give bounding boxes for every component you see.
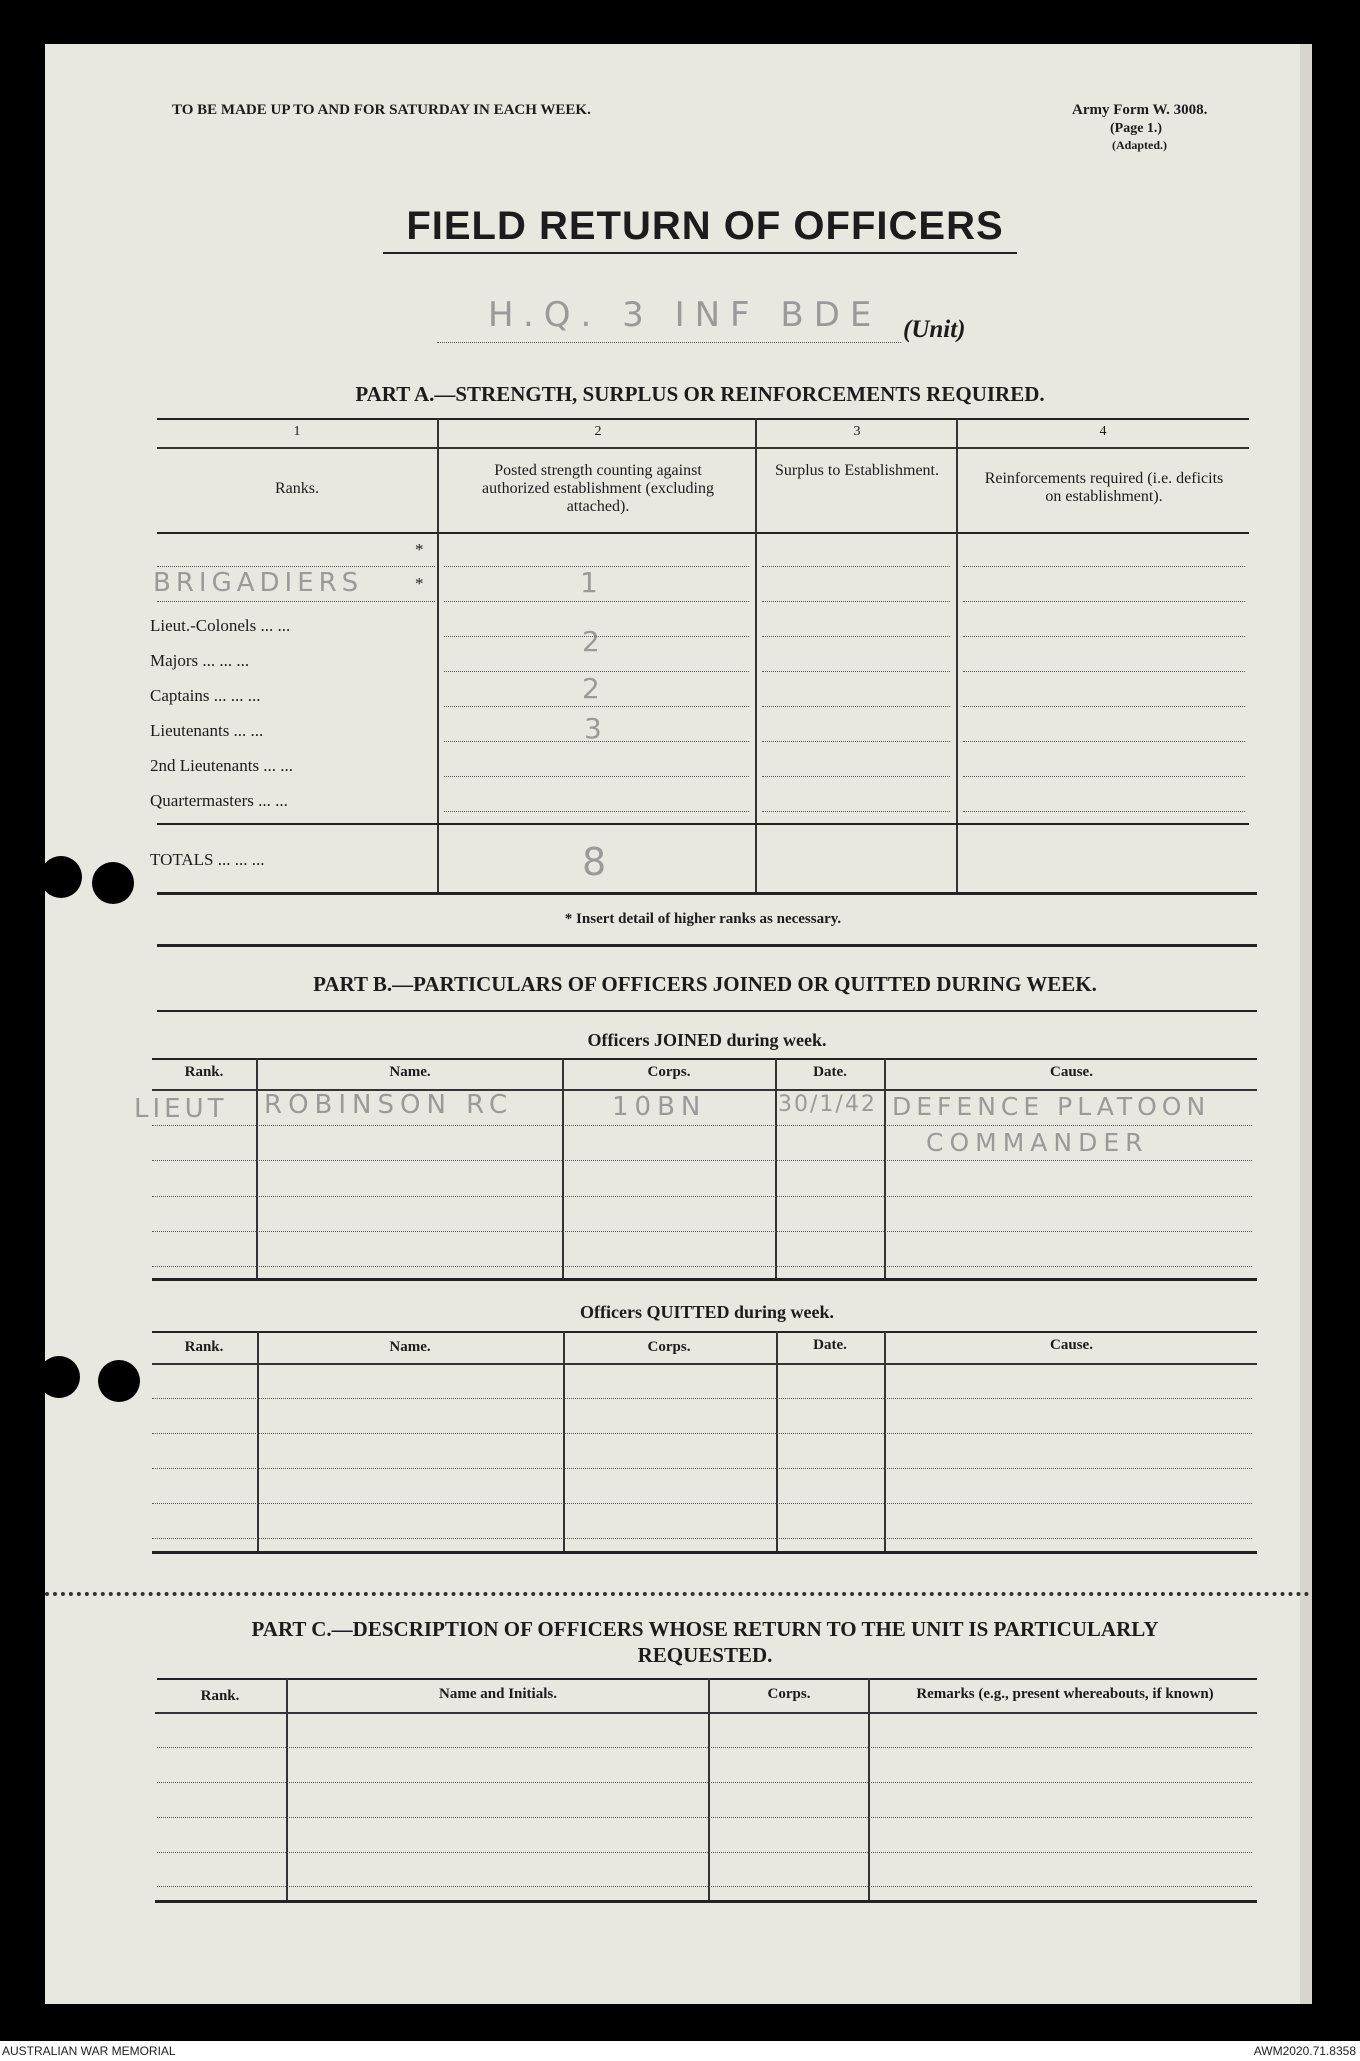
punch-hole bbox=[40, 856, 82, 898]
punch-hole bbox=[38, 1356, 80, 1398]
row-line bbox=[157, 1852, 1252, 1853]
joined-cause-line1: DEFENCE PLATOON bbox=[892, 1092, 1211, 1121]
row-line bbox=[444, 671, 749, 672]
row-line bbox=[152, 1160, 1252, 1161]
paper-edge bbox=[1300, 44, 1312, 2004]
joined-col-cause: Cause. bbox=[1050, 1064, 1093, 1080]
row-line bbox=[762, 566, 950, 567]
row-line bbox=[152, 1433, 1252, 1434]
col-number-3: 3 bbox=[853, 424, 861, 439]
row-majors-posted: 2 bbox=[582, 625, 606, 658]
row-line bbox=[152, 1468, 1252, 1469]
row-majors: Majors ... ... ... bbox=[150, 651, 250, 670]
joined-col-date: Date. bbox=[813, 1064, 847, 1080]
row-line bbox=[157, 566, 435, 567]
totals-label: TOTALS ... ... ... bbox=[150, 850, 265, 869]
row-line bbox=[157, 1886, 1252, 1887]
quitted-col-rank: Rank. bbox=[184, 1339, 224, 1355]
page-title: FIELD RETURN OF OFFICERS bbox=[406, 204, 1004, 248]
joined-rank: LIEUT bbox=[134, 1094, 228, 1124]
row-line bbox=[152, 1231, 1252, 1232]
row-line bbox=[444, 601, 749, 602]
joined-corps: 10BN bbox=[612, 1092, 707, 1122]
part-c-header-rule bbox=[155, 1712, 1257, 1714]
row-line bbox=[152, 1196, 1252, 1197]
joined-date: 30/1/42 bbox=[778, 1092, 877, 1117]
footer-left: AUSTRALIAN WAR MEMORIAL bbox=[2, 2044, 176, 2058]
col-divider bbox=[563, 1331, 565, 1552]
col-divider bbox=[776, 1331, 778, 1552]
joined-name: ROBINSON RC bbox=[264, 1090, 514, 1120]
col-divider bbox=[884, 1331, 886, 1552]
title-underline bbox=[383, 252, 1017, 254]
header-rule bbox=[157, 532, 1249, 534]
quitted-col-corps: Corps. bbox=[647, 1339, 691, 1355]
part-a-footnote: * Insert detail of higher ranks as necessary. bbox=[564, 911, 842, 927]
col-header-reinforcements: Reinforcements required (i.e. deficits on establishment). bbox=[984, 470, 1224, 505]
adapted-label: (Adapted.) bbox=[1112, 138, 1168, 152]
part-c-col-corps: Corps. bbox=[767, 1686, 811, 1702]
part-c-col-name: Name and Initials. bbox=[439, 1686, 557, 1702]
part-c-col-rank: Rank. bbox=[200, 1688, 240, 1704]
col-header-surplus: Surplus to Establishment. bbox=[775, 462, 939, 479]
part-c-title-line1: PART C.—DESCRIPTION OF OFFICERS WHOSE RETURN TO THE UNIT IS PARTICULARLY bbox=[251, 1617, 1159, 1641]
form-number: Army Form W. 3008. bbox=[1072, 102, 1208, 118]
row-line bbox=[963, 671, 1245, 672]
row-brigadiers-rank: BRIGADIERS bbox=[153, 568, 364, 598]
col-header-ranks: Ranks. bbox=[275, 480, 319, 497]
row-line bbox=[152, 1398, 1252, 1399]
col-number-2: 2 bbox=[594, 424, 602, 439]
part-c-col-remarks: Remarks (e.g., present whereabouts, if known) bbox=[916, 1686, 1214, 1702]
row-line bbox=[963, 566, 1245, 567]
row-lieutenants: Lieutenants ... ... bbox=[150, 721, 264, 740]
top-note: TO BE MADE UP TO AND FOR SATURDAY IN EACH WEEK. bbox=[172, 102, 591, 118]
col-number-1: 1 bbox=[293, 424, 301, 439]
part-b-top-rule bbox=[157, 1010, 1257, 1012]
part-a-title: PART A.—STRENGTH, SURPLUS OR REINFORCEMENTS REQUIRED. bbox=[355, 382, 1045, 406]
row-line bbox=[444, 776, 749, 777]
row-line bbox=[963, 636, 1245, 637]
row-line bbox=[762, 706, 950, 707]
quitted-title: Officers QUITTED during week. bbox=[580, 1302, 834, 1322]
punch-hole bbox=[98, 1360, 140, 1402]
row-line bbox=[152, 1503, 1252, 1504]
col-divider bbox=[257, 1331, 259, 1552]
unit-value: H.Q. 3 INF BDE bbox=[488, 295, 882, 335]
col-divider bbox=[437, 418, 439, 892]
row-captains-posted: 2 bbox=[582, 672, 606, 705]
row-line bbox=[157, 1782, 1252, 1783]
part-b-title: PART B.—PARTICULARS OF OFFICERS JOINED OR QUITTED DURING WEEK. bbox=[313, 972, 1097, 996]
row-brigadiers-posted: 1 bbox=[580, 566, 604, 599]
row-line bbox=[152, 1266, 1252, 1267]
col-divider bbox=[868, 1678, 870, 1900]
page-label: (Page 1.) bbox=[1110, 121, 1163, 136]
row-line bbox=[157, 1747, 1252, 1748]
star-mark: * bbox=[415, 574, 424, 593]
row-higher-rank-star: * bbox=[415, 540, 424, 559]
part-c-title-line2: REQUESTED. bbox=[637, 1643, 773, 1667]
joined-col-rank: Rank. bbox=[184, 1064, 224, 1080]
totals-bottom-rule bbox=[157, 892, 1257, 895]
punch-hole bbox=[92, 862, 134, 904]
row-line bbox=[963, 601, 1245, 602]
col-divider bbox=[256, 1058, 258, 1278]
part-a-top-rule bbox=[157, 418, 1249, 420]
row-line bbox=[152, 1538, 1252, 1539]
part-a-end-rule bbox=[157, 944, 1257, 947]
joined-top-rule bbox=[152, 1058, 1257, 1060]
row-lieutenants-posted: 3 bbox=[584, 712, 608, 745]
row-line bbox=[762, 741, 950, 742]
joined-bottom-rule bbox=[152, 1278, 1257, 1281]
row-line bbox=[963, 776, 1245, 777]
row-line bbox=[762, 811, 950, 812]
row-captains: Captains ... ... ... bbox=[150, 686, 261, 705]
quitted-col-date: Date. bbox=[813, 1337, 847, 1353]
row-line bbox=[444, 706, 749, 707]
col-header-posted: Posted strength counting against authorized establishment (excluding attached). bbox=[482, 462, 714, 515]
row-line bbox=[444, 566, 749, 567]
joined-col-name: Name. bbox=[389, 1064, 431, 1080]
row-line bbox=[963, 706, 1245, 707]
col-divider bbox=[884, 1058, 886, 1278]
joined-cause-line2: COMMANDER bbox=[926, 1128, 1149, 1157]
col-number-4: 4 bbox=[1099, 424, 1107, 439]
perforation-line bbox=[45, 1592, 1310, 1596]
row-line bbox=[444, 636, 749, 637]
row-line bbox=[963, 811, 1245, 812]
unit-label: (Unit) bbox=[903, 316, 966, 343]
row-line bbox=[444, 741, 749, 742]
joined-title: Officers JOINED during week. bbox=[587, 1030, 827, 1050]
row-line bbox=[762, 601, 950, 602]
row-line bbox=[152, 1125, 1252, 1126]
col-divider bbox=[755, 418, 757, 892]
col-number-rule bbox=[157, 447, 1249, 449]
col-divider bbox=[708, 1678, 710, 1900]
col-divider bbox=[956, 418, 958, 892]
unit-line bbox=[437, 342, 901, 343]
col-divider bbox=[775, 1058, 777, 1278]
quitted-top-rule bbox=[152, 1331, 1257, 1333]
row-line bbox=[762, 636, 950, 637]
row-line bbox=[444, 811, 749, 812]
part-c-top-rule bbox=[157, 1678, 1257, 1680]
totals-value: 8 bbox=[582, 840, 613, 884]
quitted-bottom-rule bbox=[152, 1551, 1257, 1554]
row-2nd-lieutenants: 2nd Lieutenants ... ... bbox=[150, 756, 294, 775]
row-line bbox=[762, 671, 950, 672]
form-paper bbox=[45, 44, 1310, 2004]
joined-col-corps: Corps. bbox=[647, 1064, 691, 1080]
archive-footer bbox=[0, 2041, 1360, 2061]
row-quartermasters: Quartermasters ... ... bbox=[150, 791, 288, 810]
row-line bbox=[157, 1817, 1252, 1818]
footer-right: AWM2020.71.8358 bbox=[1253, 2044, 1356, 2058]
col-divider bbox=[562, 1058, 564, 1278]
col-divider bbox=[286, 1678, 288, 1900]
quitted-header-rule bbox=[152, 1363, 1257, 1365]
row-line bbox=[157, 601, 435, 602]
quitted-col-cause: Cause. bbox=[1050, 1337, 1093, 1353]
row-lieut-colonels: Lieut.-Colonels ... ... bbox=[150, 616, 291, 635]
quitted-col-name: Name. bbox=[389, 1339, 431, 1355]
totals-top-rule bbox=[157, 823, 1249, 825]
row-line bbox=[963, 741, 1245, 742]
part-c-bottom-rule bbox=[155, 1900, 1257, 1903]
row-line bbox=[762, 776, 950, 777]
